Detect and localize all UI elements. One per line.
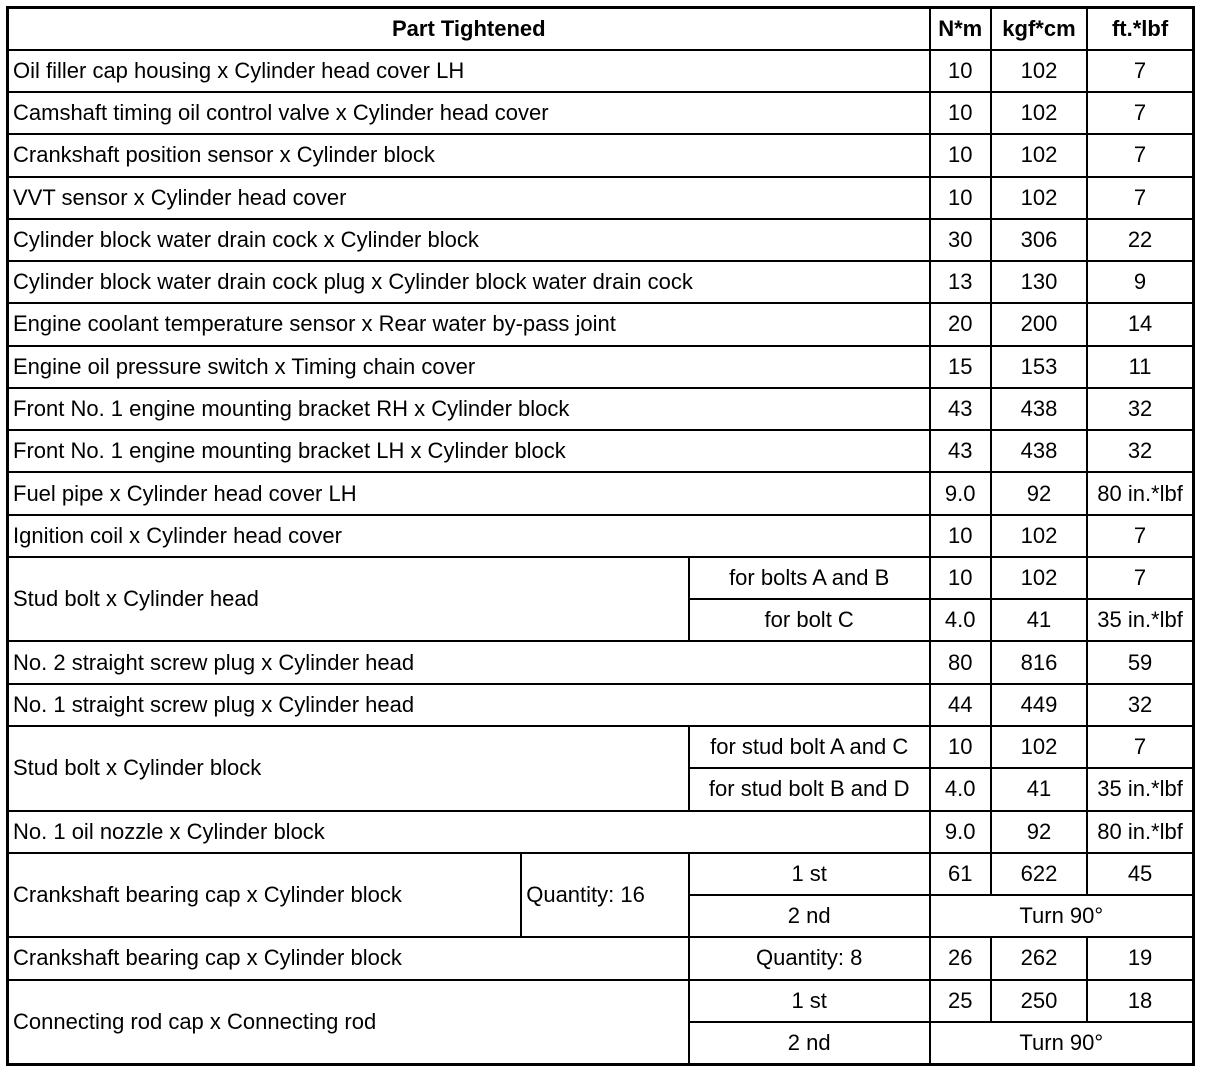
- ft-cell: 59: [1087, 641, 1193, 683]
- kgf-cell: 102: [991, 726, 1087, 768]
- nm-cell: 10: [930, 177, 991, 219]
- kgf-cell: 102: [991, 557, 1087, 599]
- header-ft-lbf: ft.*lbf: [1087, 8, 1193, 50]
- nm-cell: 10: [930, 515, 991, 557]
- quantity-cell: Quantity: 8: [689, 937, 930, 979]
- part-cell: Crankshaft bearing cap x Cylinder block: [8, 937, 689, 979]
- ft-cell: 80 in.*lbf: [1087, 472, 1193, 514]
- table-row: [8, 177, 1194, 219]
- nm-cell: 30: [930, 219, 991, 261]
- table-row: [8, 50, 1194, 92]
- ft-cell: 7: [1087, 726, 1193, 768]
- ft-cell: 14: [1087, 303, 1193, 345]
- kgf-cell: 200: [991, 303, 1087, 345]
- ft-cell: 80 in.*lbf: [1087, 811, 1193, 853]
- table-row: [8, 853, 1194, 895]
- ft-cell: 11: [1087, 346, 1193, 388]
- part-cell: Engine coolant temperature sensor x Rear water by-pass joint: [8, 303, 930, 345]
- ft-cell: 19: [1087, 937, 1193, 979]
- nm-cell: 10: [930, 726, 991, 768]
- step-cell: 1 st: [689, 853, 930, 895]
- part-cell: Connecting rod cap x Connecting rod: [8, 980, 689, 1065]
- table-row: [8, 684, 1194, 726]
- kgf-cell: 622: [991, 853, 1087, 895]
- part-cell: Cylinder block water drain cock plug x Cylinder block water drain cock: [8, 261, 930, 303]
- ft-cell: 9: [1087, 261, 1193, 303]
- kgf-cell: 438: [991, 388, 1087, 430]
- step-cell: 2 nd: [689, 1022, 930, 1065]
- part-cell: No. 1 oil nozzle x Cylinder block: [8, 811, 930, 853]
- table-row: [8, 92, 1194, 134]
- ft-cell: 32: [1087, 684, 1193, 726]
- ft-cell: 32: [1087, 388, 1193, 430]
- table-row: [8, 303, 1194, 345]
- turn-angle-cell: Turn 90°: [930, 895, 1194, 937]
- nm-cell: 10: [930, 557, 991, 599]
- table-row: [8, 134, 1194, 176]
- table-row: [8, 726, 1194, 768]
- part-cell: Camshaft timing oil control valve x Cylinder head cover: [8, 92, 930, 134]
- nm-cell: 13: [930, 261, 991, 303]
- nm-cell: 9.0: [930, 472, 991, 514]
- table-row: [8, 388, 1194, 430]
- step-cell: 1 st: [689, 980, 930, 1022]
- kgf-cell: 102: [991, 177, 1087, 219]
- kgf-cell: 92: [991, 472, 1087, 514]
- kgf-cell: 102: [991, 92, 1087, 134]
- table-row: [8, 472, 1194, 514]
- table-row: [8, 811, 1194, 853]
- part-cell: VVT sensor x Cylinder head cover: [8, 177, 930, 219]
- part-cell: Crankshaft position sensor x Cylinder block: [8, 134, 930, 176]
- kgf-cell: 130: [991, 261, 1087, 303]
- header-kgf-cm: kgf*cm: [991, 8, 1087, 50]
- ft-cell: 45: [1087, 853, 1193, 895]
- part-cell: Engine oil pressure switch x Timing chain cover: [8, 346, 930, 388]
- table-row: [8, 557, 1194, 599]
- nm-cell: 4.0: [930, 599, 991, 641]
- part-cell: Ignition coil x Cylinder head cover: [8, 515, 930, 557]
- nm-cell: 43: [930, 430, 991, 472]
- torque-specification-table: [6, 6, 1195, 1066]
- nm-cell: 80: [930, 641, 991, 683]
- kgf-cell: 102: [991, 515, 1087, 557]
- kgf-cell: 41: [991, 768, 1087, 810]
- table-row: [8, 980, 1194, 1022]
- kgf-cell: 816: [991, 641, 1087, 683]
- table-row: [8, 261, 1194, 303]
- condition-cell: for stud bolt A and C: [689, 726, 930, 768]
- table-row: [8, 937, 1194, 979]
- part-cell: Stud bolt x Cylinder block: [8, 726, 689, 811]
- kgf-cell: 102: [991, 134, 1087, 176]
- ft-cell: 7: [1087, 177, 1193, 219]
- ft-cell: 22: [1087, 219, 1193, 261]
- nm-cell: 44: [930, 684, 991, 726]
- part-cell: Front No. 1 engine mounting bracket LH x Cylinder block: [8, 430, 930, 472]
- kgf-cell: 306: [991, 219, 1087, 261]
- part-cell: Cylinder block water drain cock x Cylinder block: [8, 219, 930, 261]
- ft-cell: 32: [1087, 430, 1193, 472]
- ft-cell: 7: [1087, 134, 1193, 176]
- ft-cell: 35 in.*lbf: [1087, 599, 1193, 641]
- nm-cell: 15: [930, 346, 991, 388]
- table-row: [8, 641, 1194, 683]
- kgf-cell: 438: [991, 430, 1087, 472]
- nm-cell: 61: [930, 853, 991, 895]
- part-cell: Fuel pipe x Cylinder head cover LH: [8, 472, 930, 514]
- ft-cell: 7: [1087, 515, 1193, 557]
- condition-cell: for stud bolt B and D: [689, 768, 930, 810]
- condition-cell: for bolt C: [689, 599, 930, 641]
- table-row: [8, 346, 1194, 388]
- ft-cell: 35 in.*lbf: [1087, 768, 1193, 810]
- kgf-cell: 41: [991, 599, 1087, 641]
- nm-cell: 25: [930, 980, 991, 1022]
- step-cell: 2 nd: [689, 895, 930, 937]
- ft-cell: 7: [1087, 50, 1193, 92]
- nm-cell: 4.0: [930, 768, 991, 810]
- part-cell: Stud bolt x Cylinder head: [8, 557, 689, 642]
- nm-cell: 10: [930, 50, 991, 92]
- ft-cell: 18: [1087, 980, 1193, 1022]
- nm-cell: 10: [930, 134, 991, 176]
- nm-cell: 9.0: [930, 811, 991, 853]
- part-cell: No. 2 straight screw plug x Cylinder head: [8, 641, 930, 683]
- table-row: [8, 515, 1194, 557]
- condition-cell: for bolts A and B: [689, 557, 930, 599]
- kgf-cell: 449: [991, 684, 1087, 726]
- kgf-cell: 250: [991, 980, 1087, 1022]
- turn-angle-cell: Turn 90°: [930, 1022, 1194, 1065]
- ft-cell: 7: [1087, 92, 1193, 134]
- kgf-cell: 153: [991, 346, 1087, 388]
- nm-cell: 10: [930, 92, 991, 134]
- part-cell: Oil filler cap housing x Cylinder head cover LH: [8, 50, 930, 92]
- ft-cell: 7: [1087, 557, 1193, 599]
- table-row: [8, 219, 1194, 261]
- table-row: [8, 430, 1194, 472]
- nm-cell: 20: [930, 303, 991, 345]
- part-cell: Crankshaft bearing cap x Cylinder block: [8, 853, 522, 938]
- part-cell: No. 1 straight screw plug x Cylinder head: [8, 684, 930, 726]
- nm-cell: 26: [930, 937, 991, 979]
- kgf-cell: 102: [991, 50, 1087, 92]
- table-header-row: [8, 8, 1194, 50]
- part-cell: Front No. 1 engine mounting bracket RH x Cylinder block: [8, 388, 930, 430]
- quantity-cell: Quantity: 16: [521, 853, 689, 938]
- header-part-tightened: Part Tightened: [8, 8, 930, 50]
- header-nm: N*m: [930, 8, 991, 50]
- kgf-cell: 92: [991, 811, 1087, 853]
- kgf-cell: 262: [991, 937, 1087, 979]
- nm-cell: 43: [930, 388, 991, 430]
